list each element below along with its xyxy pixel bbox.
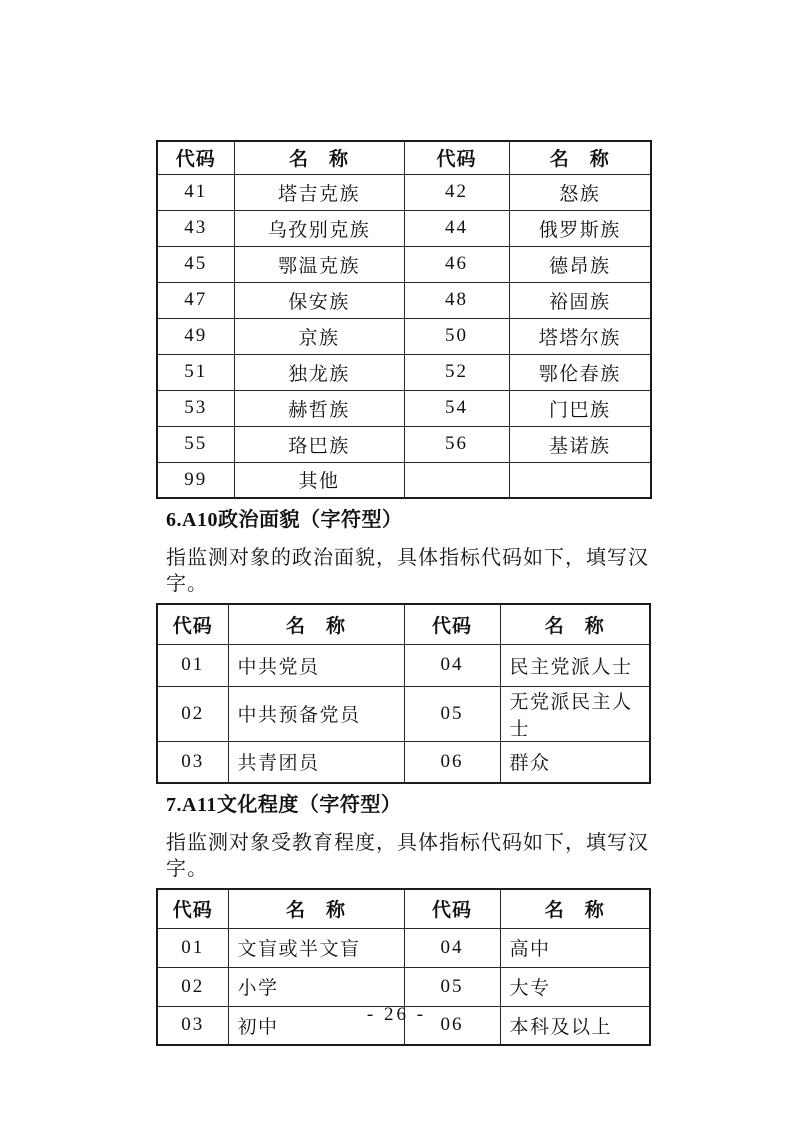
name-cell: 鄂伦春族 [509,354,651,390]
column-header: 名 称 [509,141,651,174]
code-cell: 04 [404,644,500,686]
name-cell: 德昂族 [509,246,651,282]
column-header: 代码 [404,604,500,644]
code-cell: 02 [157,967,228,1006]
table-row [157,967,650,1006]
name-cell: 中共党员 [228,644,404,686]
code-cell: 43 [157,210,234,246]
code-cell: 05 [404,686,500,741]
code-cell: 06 [404,741,500,783]
header-row [157,604,650,644]
table-row [157,210,651,246]
name-cell: 裕固族 [509,282,651,318]
code-cell: 03 [157,1006,228,1045]
table-row [157,462,651,498]
name-cell: 初中 [228,1006,404,1045]
page-content [156,140,650,1046]
code-cell: 44 [404,210,509,246]
code-cell: 50 [404,318,509,354]
political-status-table [156,603,651,784]
name-cell: 独龙族 [234,354,404,390]
code-cell [404,462,509,498]
code-cell: 49 [157,318,234,354]
code-cell: 53 [157,390,234,426]
section-political-heading: 6.A10政治面貌（字符型） [166,509,403,531]
code-cell: 46 [404,246,509,282]
code-cell: 56 [404,426,509,462]
column-header: 代码 [157,604,228,644]
code-cell: 51 [157,354,234,390]
table-row [157,174,651,210]
name-cell: 高中 [500,928,650,967]
name-cell: 塔吉克族 [234,174,404,210]
table-row [157,426,651,462]
column-header: 代码 [157,889,228,928]
name-cell [509,462,651,498]
column-header: 名 称 [228,604,404,644]
header-row [157,889,650,928]
code-cell: 41 [157,174,234,210]
table-row [157,741,650,783]
column-header: 代码 [404,889,500,928]
column-header: 代码 [404,141,509,174]
table-row [157,390,651,426]
name-cell: 无党派民主人士 [500,686,650,741]
name-cell: 群众 [500,741,650,783]
name-cell: 中共预备党员 [228,686,404,741]
code-cell: 48 [404,282,509,318]
name-cell: 其他 [234,462,404,498]
section-political-description: 指监测对象的政治面貌，具体指标代码如下，填写汉字。 [166,547,649,595]
code-cell: 01 [157,644,228,686]
table-row [157,644,650,686]
name-cell: 本科及以上 [500,1006,650,1045]
ethnic-code-table [156,140,652,499]
name-cell: 文盲或半文盲 [228,928,404,967]
code-cell: 05 [404,967,500,1006]
name-cell: 共青团员 [228,741,404,783]
code-cell: 06 [404,1006,500,1045]
name-cell: 保安族 [234,282,404,318]
name-cell: 基诺族 [509,426,651,462]
name-cell: 民主党派人士 [500,644,650,686]
name-cell: 俄罗斯族 [509,210,651,246]
code-cell: 55 [157,426,234,462]
table-row [157,318,651,354]
name-cell: 京族 [234,318,404,354]
code-cell: 01 [157,928,228,967]
code-cell: 45 [157,246,234,282]
code-cell: 99 [157,462,234,498]
code-cell: 47 [157,282,234,318]
table-row [157,354,651,390]
header-row [157,141,651,174]
table-row [157,686,650,741]
code-cell: 42 [404,174,509,210]
code-cell: 54 [404,390,509,426]
name-cell: 怒族 [509,174,651,210]
column-header: 代码 [157,141,234,174]
page-number: - 26 - [366,1004,427,1025]
name-cell: 乌孜别克族 [234,210,404,246]
name-cell: 大专 [500,967,650,1006]
code-cell: 03 [157,741,228,783]
column-header: 名 称 [500,604,650,644]
name-cell: 珞巴族 [234,426,404,462]
code-cell: 04 [404,928,500,967]
code-cell: 52 [404,354,509,390]
name-cell: 门巴族 [509,390,651,426]
table-row [157,246,651,282]
column-header: 名 称 [500,889,650,928]
section-education-heading: 7.A11文化程度（字符型） [166,794,402,816]
column-header: 名 称 [234,141,404,174]
table-row [157,282,651,318]
name-cell: 塔塔尔族 [509,318,651,354]
name-cell: 小学 [228,967,404,1006]
section-education-description: 指监测对象受教育程度，具体指标代码如下，填写汉字。 [166,832,649,880]
code-cell: 02 [157,686,228,741]
name-cell: 鄂温克族 [234,246,404,282]
name-cell: 赫哲族 [234,390,404,426]
table-row [157,928,650,967]
column-header: 名 称 [228,889,404,928]
